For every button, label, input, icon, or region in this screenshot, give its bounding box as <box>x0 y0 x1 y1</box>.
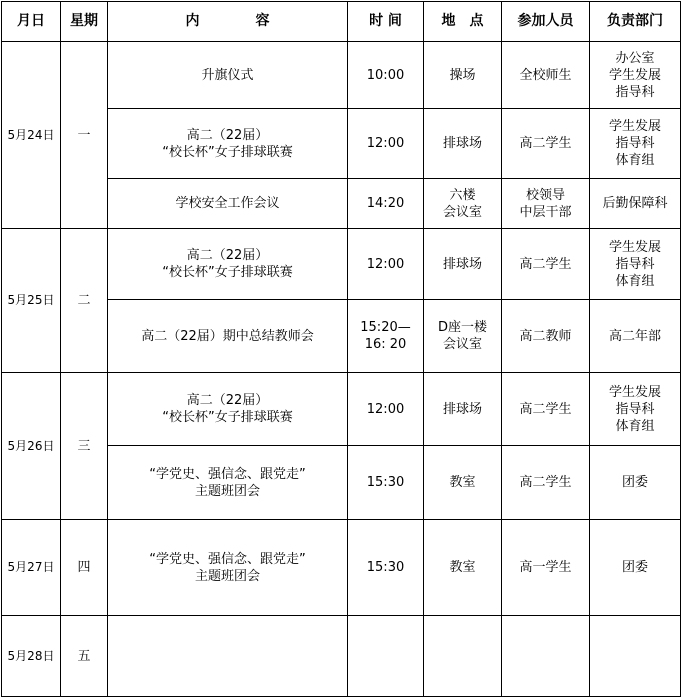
time-cell: 14:20 <box>348 179 424 229</box>
table-row <box>2 373 681 446</box>
department-cell: 学生发展 指导科 体育组 <box>590 229 681 300</box>
content-cell: 高二（22届） “校长杯”女子排球联赛 <box>108 229 348 300</box>
participants-cell: 高二学生 <box>502 446 590 520</box>
time-cell <box>348 616 424 697</box>
date-cell: 5月25日 <box>2 229 61 373</box>
participants-cell: 校领导 中层干部 <box>502 179 590 229</box>
participants-cell: 高一学生 <box>502 520 590 616</box>
participants-cell: 高二学生 <box>502 229 590 300</box>
content-cell: “学党史、强信念、跟党走” 主题班团会 <box>108 520 348 616</box>
place-cell: 教室 <box>424 520 502 616</box>
place-cell: 操场 <box>424 42 502 109</box>
header-time: 时 间 <box>348 2 424 42</box>
weekday-cell: 一 <box>61 42 108 229</box>
header-date: 月日 <box>2 2 61 42</box>
time-cell: 12:00 <box>348 373 424 446</box>
table-row <box>2 616 681 697</box>
participants-cell <box>502 616 590 697</box>
table-row <box>2 229 681 300</box>
weekday-cell: 三 <box>61 373 108 520</box>
place-cell: 教室 <box>424 446 502 520</box>
time-cell: 15:30 <box>348 520 424 616</box>
time-cell: 12:00 <box>348 229 424 300</box>
weekday-cell: 二 <box>61 229 108 373</box>
schedule-table <box>1 1 681 697</box>
time-cell: 12:00 <box>348 109 424 179</box>
date-cell: 5月24日 <box>2 42 61 229</box>
weekday-cell: 四 <box>61 520 108 616</box>
department-cell: 团委 <box>590 520 681 616</box>
header-participants: 参加人员 <box>502 2 590 42</box>
content-cell: 高二（22届） “校长杯”女子排球联赛 <box>108 373 348 446</box>
header-department: 负责部门 <box>590 2 681 42</box>
place-cell: 排球场 <box>424 229 502 300</box>
table-row <box>2 42 681 109</box>
content-cell: 学校安全工作会议 <box>108 179 348 229</box>
content-cell <box>108 616 348 697</box>
participants-cell: 高二教师 <box>502 300 590 373</box>
content-cell: 高二（22届） “校长杯”女子排球联赛 <box>108 109 348 179</box>
header-weekday: 星期 <box>61 2 108 42</box>
participants-cell: 全校师生 <box>502 42 590 109</box>
content-cell: 升旗仪式 <box>108 42 348 109</box>
department-cell: 学生发展 指导科 体育组 <box>590 373 681 446</box>
department-cell: 团委 <box>590 446 681 520</box>
department-cell <box>590 616 681 697</box>
weekday-cell: 五 <box>61 616 108 697</box>
place-cell: D座一楼 会议室 <box>424 300 502 373</box>
header-place: 地 点 <box>424 2 502 42</box>
time-cell: 15:30 <box>348 446 424 520</box>
time-cell: 15:20— 16: 20 <box>348 300 424 373</box>
department-cell: 办公室 学生发展 指导科 <box>590 42 681 109</box>
date-cell: 5月28日 <box>2 616 61 697</box>
place-cell: 排球场 <box>424 373 502 446</box>
participants-cell: 高二学生 <box>502 373 590 446</box>
content-cell: 高二（22届）期中总结教师会 <box>108 300 348 373</box>
table-row <box>2 520 681 616</box>
date-cell: 5月27日 <box>2 520 61 616</box>
header-row <box>2 2 681 42</box>
place-cell: 排球场 <box>424 109 502 179</box>
content-cell: “学党史、强信念、跟党走” 主题班团会 <box>108 446 348 520</box>
place-cell <box>424 616 502 697</box>
date-cell: 5月26日 <box>2 373 61 520</box>
department-cell: 学生发展 指导科 体育组 <box>590 109 681 179</box>
place-cell: 六楼 会议室 <box>424 179 502 229</box>
header-content: 内 容 <box>108 2 348 42</box>
time-cell: 10:00 <box>348 42 424 109</box>
participants-cell: 高二学生 <box>502 109 590 179</box>
department-cell: 高二年部 <box>590 300 681 373</box>
department-cell: 后勤保障科 <box>590 179 681 229</box>
